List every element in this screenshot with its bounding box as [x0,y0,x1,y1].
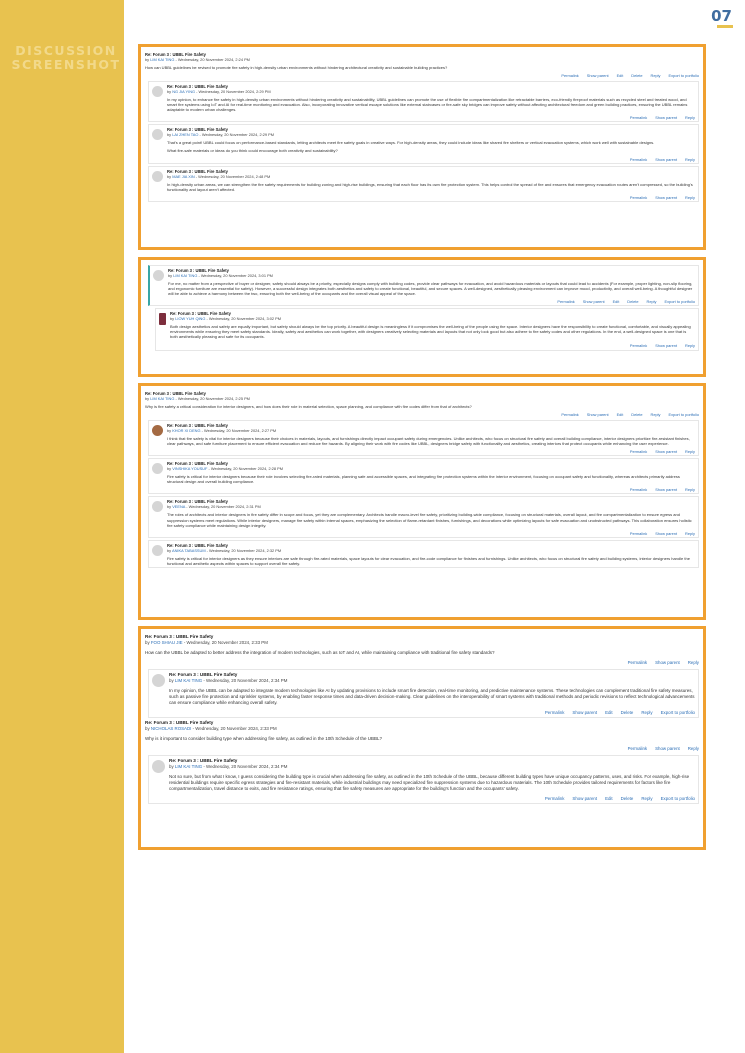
avatar [152,545,163,556]
post-actions [145,746,699,752]
permalink-link[interactable]: Permalink [561,412,579,418]
author-link[interactable]: LIM KAI TING [173,273,198,278]
post-byline: by MAE JIA XIN - Wednesday, 20 November 2024, 2:48 PM [167,173,271,179]
avatar [159,313,166,325]
delete-link[interactable]: Delete [631,412,643,418]
show-parent-link[interactable]: Show parent [655,660,680,665]
post-text: For me, no matter from a perspective of buyer or designer, safety should always be a priority, especially designs comply with building codes, provide clear pathways for evacuation, and avoid hazardous materials or layouts that could lead to accidents (For example, proper lighting, non-slip flooring, and ergonomic furniture are essential for safety). However, a successful design integrates both aesthetics and safety to create functional, beautiful, and secure spaces. A well-designed, aesthetically pleasing environment can improve mood, productivity, and overall well-being. A thoughtful designer will be able to achieve a harmony between the two, ensuring both the well-being of the occupants and the overall visual appeal of the space. [168,281,693,297]
post-text: In high-density urban areas, we can strengthen the fire safety requirements for building zoning and high-rise buildings, ensuring that each floor has its own fire protection system. This helps control the spread of fire and ensures that emergency evacuation routes aren't compressed, so the building's functionality and layout aren't affected. [167,181,693,192]
author-link[interactable]: NICHOLAS ROSADI [150,726,192,731]
export-link[interactable]: Export to portfolio [668,412,699,418]
forum-reply [155,308,699,350]
post-text: What fire-safe materials or ideas do you think could encourage both creativity and sustainability? [167,148,338,154]
permalink-link[interactable]: Permalink [544,710,565,715]
author-link[interactable]: FOO SHIAU JIE [150,640,183,645]
reply-link[interactable]: Reply [641,710,653,715]
post-byline: by LIM KAI TING - Wednesday, 20 November 2024, 2:34 PM [169,678,288,683]
forum-reply [148,540,699,568]
post-text: How can the UBBL be adapted to better address the integration of modern technologies, such as IoT and AI, while maintaining compliance with traditional fire safety standards? [145,650,495,655]
post-actions [167,115,695,120]
post-byline: by LAI ZHEN TAO - Wednesday, 20 November 2024, 2:29 PM [167,132,274,138]
show-parent-link[interactable]: Show parent [655,530,678,536]
show-parent-link[interactable]: Show parent [655,449,678,455]
reply-link[interactable]: Reply [687,660,699,665]
post-byline: by NICHOLAS ROSADI - Wednesday, 20 November 2024, 2:33 PM [145,726,277,731]
post-byline: by VEENA - Wednesday, 20 November 2024, 2:31 PM [167,504,261,510]
screenshot-frame-1 [138,44,706,250]
post-text: Fire safety is critical for interior designers as they ensure interiors are safe through fire-rated materials, space layouts for clear evacuation, and fire-code compliance for finishes and furnishings. Unlike architects, who focus on structural fire safety and building systems, interior designers handle the functional and aesthetic aspects within spaces to support overall fire safety. [167,555,690,566]
permalink-link[interactable]: Permalink [629,156,648,162]
post-byline: by VINSHIKA YOUSUF - Wednesday, 20 November 2024, 2:28 PM [167,466,283,472]
forum-reply [148,265,699,306]
sidebar [0,0,124,1053]
permalink-link[interactable]: Permalink [629,194,648,200]
post-text: Why is fire safety a critical consideration for interior designers, and how does their role in material selection, space planning, and compliance with fire codes differ from that of architects? [145,404,472,409]
post-byline: by KHOR XI DENG - Wednesday, 20 November 2024, 2:27 PM [167,428,277,434]
post-title: Re: Forum 3 : UBBL Fire Safety [167,461,228,467]
permalink-link[interactable]: Permalink [629,342,648,348]
show-parent-link[interactable]: Show parent [582,299,605,305]
delete-link[interactable]: Delete [620,796,634,801]
post-actions [145,660,699,666]
author-link[interactable]: VEENA [172,504,186,510]
post-actions [167,157,695,162]
post-text: How can UBBL guidelines be revised to promote fire safety in high-density urban environments without hindering architectural creativity and sustainable building practices? [145,65,448,70]
export-link[interactable]: Export to portfolio [668,73,699,79]
forum-reply [148,166,699,202]
edit-link[interactable]: Edit [616,412,624,418]
post-actions [145,73,699,78]
avatar [153,270,164,281]
post-actions [168,299,695,304]
post-text: Fire safety is critical for interior designers because their role involves selecting fire-rated materials, planning safe and accessible spaces, and integrating fire protection systems within the interior environment, focusing on occupant safety and functionality, whereas architects primarily address structural design and overall building compliance. [167,474,680,485]
post-text: In my opinion, the UBBL can be adapted to integrate modern technologies like AI by updating provisions to include smart fire detection, real-time monitoring, and predictive maintenance systems. These technologies can complement traditional fire safety measures, such as passive fire protection and sprinkler systems, by enabling faster response times and data-driven decision-making. Clear guidelines on the interoperability of smart systems with traditional methods and periodic revisions to reflect technological advancements can ensure compliance while enhancing overall safety. [169,688,695,705]
show-parent-link[interactable]: Show parent [655,194,678,200]
screenshot-frame-2 [138,257,706,377]
export-link[interactable]: Export to portfolio [664,299,695,305]
avatar [152,760,165,773]
delete-link[interactable]: Delete [627,299,639,305]
avatar [152,129,163,140]
post-actions [170,343,695,348]
show-parent-link[interactable]: Show parent [655,746,680,751]
post-actions [167,531,695,536]
author-link[interactable]: LIOW YUH QING [175,316,206,322]
permalink-link[interactable]: Permalink [629,530,648,536]
author-link[interactable]: MAE JIA XIN [172,173,195,179]
post-actions [167,195,695,200]
permalink-link[interactable]: Permalink [629,487,648,493]
permalink-link[interactable]: Permalink [627,660,648,665]
post-byline: by LIM KAI TING - Wednesday, 20 November 2024, 2:25 PM [145,396,250,401]
show-parent-link[interactable]: Show parent [586,412,609,418]
author-link[interactable]: LIM KAI TING [174,764,203,769]
reply-link[interactable]: Reply [685,156,695,162]
post-text: That's a great point! UBBL could focus on performance-based standards, letting architects meet fire safety goals in creative ways. For high-density areas, they could include ideas like shared fire shelters or vertical evacuation systems, which work well with sustainable designs. [167,140,655,146]
permalink-link[interactable]: Permalink [544,796,565,801]
permalink-link[interactable]: Permalink [627,746,648,751]
avatar [152,86,163,97]
post-title: Re: Forum 3 : UBBL Fire Safety [167,84,228,90]
show-parent-link[interactable]: Show parent [655,115,678,121]
reply-link[interactable]: Reply [685,194,695,200]
post-title: Re: Forum 3 : UBBL Fire Safety [169,758,238,763]
reply-link[interactable]: Reply [687,746,699,751]
author-link[interactable]: NG JIA YING [172,89,196,95]
export-link[interactable]: Export to portfolio [660,796,695,801]
post-title: Re: Forum 3 : UBBL Fire Safety [145,720,214,725]
show-parent-link[interactable]: Show parent [655,487,678,493]
author-link[interactable]: LIM KAI TING [150,57,175,62]
permalink-link[interactable]: Permalink [557,299,575,305]
post-title: Re: Forum 3 : UBBL Fire Safety [167,542,228,548]
post-byline: by LIM KAI TING - Wednesday, 20 November 2024, 3:01 PM [168,273,273,278]
show-parent-link[interactable]: Show parent [572,796,598,801]
post-actions [167,449,695,454]
avatar [152,425,163,436]
post-actions [145,412,699,417]
post-byline: by LIOW YUH QING - Wednesday, 20 November 2024, 3:02 PM [170,316,281,322]
permalink-link[interactable]: Permalink [629,115,648,121]
edit-link[interactable]: Edit [616,73,624,79]
edit-link[interactable]: Edit [612,299,620,305]
delete-link[interactable]: Delete [631,73,643,79]
post-text: Why is it important to consider building type when addressing fire safety, as outlined in the 10th Schedule of the UBBL? [145,736,383,741]
post-byline: by NG JIA YING - Wednesday, 20 November 2024, 2:29 PM [167,89,271,95]
show-parent-link[interactable]: Show parent [586,73,609,79]
forum-post [145,632,699,667]
reply-link[interactable]: Reply [685,342,695,348]
forum-reply [148,496,699,537]
forum-reply [148,458,699,494]
post-byline: by FOO SHIAU JIE - Wednesday, 20 November 2024, 2:33 PM [145,640,268,645]
delete-link[interactable]: Delete [620,710,634,715]
post-actions [167,487,695,492]
page-number: 07 [711,7,732,25]
show-parent-link[interactable]: Show parent [655,342,678,348]
permalink-link[interactable]: Permalink [629,449,648,455]
screenshot-frame-4 [138,626,706,850]
forum-reply [148,755,699,804]
post-text: I think that fire safety is vital for interior designers because their choices in materials, layouts, and furnishings directly impact occupant safety during emergencies. Unlike architects, who focus on structural fire safety and overall building compliance, interior designers prioritize fire-resistant finishes, clear pathways, and safe furniture placement to ensure efficient evacuation and reduce fire hazards. By aligning their work with fire codes like UBBL, designers bridge safety with functionality and aesthetics, creating interiors that protect occupants while enhancing the user experience. [167,436,690,447]
post-title: Re: Forum 3 : UBBL Fire Safety [145,634,214,639]
post-text: In my opinion, to enhance fire safety in high-density urban environments without hindering creativity and sustainability, UBBL guidelines can promote the use of flexible fire compartmentalization like retractable barriers, eco-friendly fireproof materials such as recycled steel and treated wood, and smart fire systems using IoT and AI for real-time monitoring and evacuation. Also, incorporating innovative vertical escape solutions like external staircases or fire-safe sky bridges can improve safety without affecting architectural freedom and green building practices, ensuring the UBBL remains adaptable to modern urban challenges. [167,97,688,113]
reply-link[interactable]: Reply [685,115,695,121]
screenshot-frame-3 [138,383,706,620]
post-title: Re: Forum 3 : UBBL Fire Safety [145,52,206,57]
post-actions [169,796,695,802]
reply-link[interactable]: Reply [641,796,653,801]
post-byline: by LIM KAI TING - Wednesday, 20 November 2024, 2:24 PM [145,57,250,62]
reply-link[interactable]: Reply [685,449,695,455]
avatar [152,674,165,687]
author-link[interactable]: VINSHIKA YOUSUF [172,466,208,472]
export-link[interactable]: Export to portfolio [660,710,695,715]
avatar [152,171,163,182]
post-text: Not so sure, but from what I know, I guess considering the building type is crucial when addressing fire safety, as outlined in the 10th Schedule of the UBBL, because different building types have unique occupancy patterns, uses, and risks. For example, high-rise residential buildings require specific egress strategies and fire-resistant materials, while industrial buildings may need specialized fire suppression systems due to hazardous materials. The 10th Schedule provides tailored requirements for factors like fire compartmentalization, travel distance to exits, and fire resistance ratings, ensuring that fire safety measures are appropriate for the building's function and the occupants' safety. [169,774,690,791]
post-title: Re: Forum 3 : UBBL Fire Safety [168,268,229,273]
post-title: Re: Forum 3 : UBBL Fire Safety [170,311,231,317]
reply-link[interactable]: Reply [685,530,695,536]
author-link[interactable]: LIM KAI TING [150,396,175,401]
edit-link[interactable]: Edit [605,796,613,801]
reply-link[interactable]: Reply [650,412,661,418]
reply-link[interactable]: Reply [685,487,695,493]
author-link[interactable]: LIM KAI TING [174,678,203,683]
forum-post [145,718,699,753]
post-text: Both design aesthetics and safety are equally important, but safety should always be the top priority. A beautiful design is meaningless if it compromises the well-being of the people using the space. Interior designers have the responsibility to create functional, comfortable, and visually appealing environments while ensuring they meet safety standards. Ideally, safety and aesthetics can work together, with designers creatively selecting materials and layouts that not only look good but also adhere to fire safety codes and other regulations. In the end, a well-designed space is one that is both aesthetically pleasing and safe for its occupants. [170,324,691,340]
forum-reply [148,420,699,456]
forum-reply [148,669,699,718]
avatar [152,501,163,512]
forum-reply [148,124,699,163]
page-number-underline [717,25,733,28]
post-title: Re: Forum 3 : UBBL Fire Safety [167,423,228,429]
post-actions [169,710,695,716]
post-text: The roles of architects and interior designers in fire safety differ in scope and focus, yet they are complementary. Architects handle macro-level fire safety, prioritizing building-wide compliance, focusing on structural materials, overall layout, and fire compartmentalization to ensure egress and suppression systems meet regulations. While interior designers, manage fire safety within internal spaces, emphasizing the selection of flame-retardant finishes, furnishings, and decorations while optimizing layouts for safe evacuation and unobstructed pathways. This collaboration ensures holistic fire safety compliance while maintaining design integrity. [167,512,692,528]
author-link[interactable]: KHOR XI DENG [172,428,201,434]
post-byline: by LIM KAI TING - Wednesday, 20 November 2024, 2:34 PM [169,764,288,769]
post-title: Re: Forum 3 : UBBL Fire Safety [167,499,228,505]
post-title: Re: Forum 3 : UBBL Fire Safety [169,672,238,677]
show-parent-link[interactable]: Show parent [572,710,598,715]
forum-post [145,389,699,418]
post-byline: by ANIKA TABASSUM - Wednesday, 20 November 2024, 2:32 PM [167,547,282,553]
forum-post [145,50,699,79]
author-link[interactable]: ANIKA TABASSUM [171,547,206,553]
forum-reply [148,81,699,122]
page-title: DISCUSSION SCREENSHOT [11,43,121,72]
show-parent-link[interactable]: Show parent [655,156,678,162]
author-link[interactable]: LAI ZHEN TAO [172,132,199,138]
reply-link[interactable]: Reply [646,299,657,305]
reply-link[interactable]: Reply [650,73,661,79]
post-title: Re: Forum 3 : UBBL Fire Safety [167,127,228,133]
avatar [152,463,163,474]
permalink-link[interactable]: Permalink [561,73,579,79]
post-title: Re: Forum 3 : UBBL Fire Safety [145,391,206,396]
edit-link[interactable]: Edit [605,710,613,715]
post-title: Re: Forum 3 : UBBL Fire Safety [167,168,228,174]
